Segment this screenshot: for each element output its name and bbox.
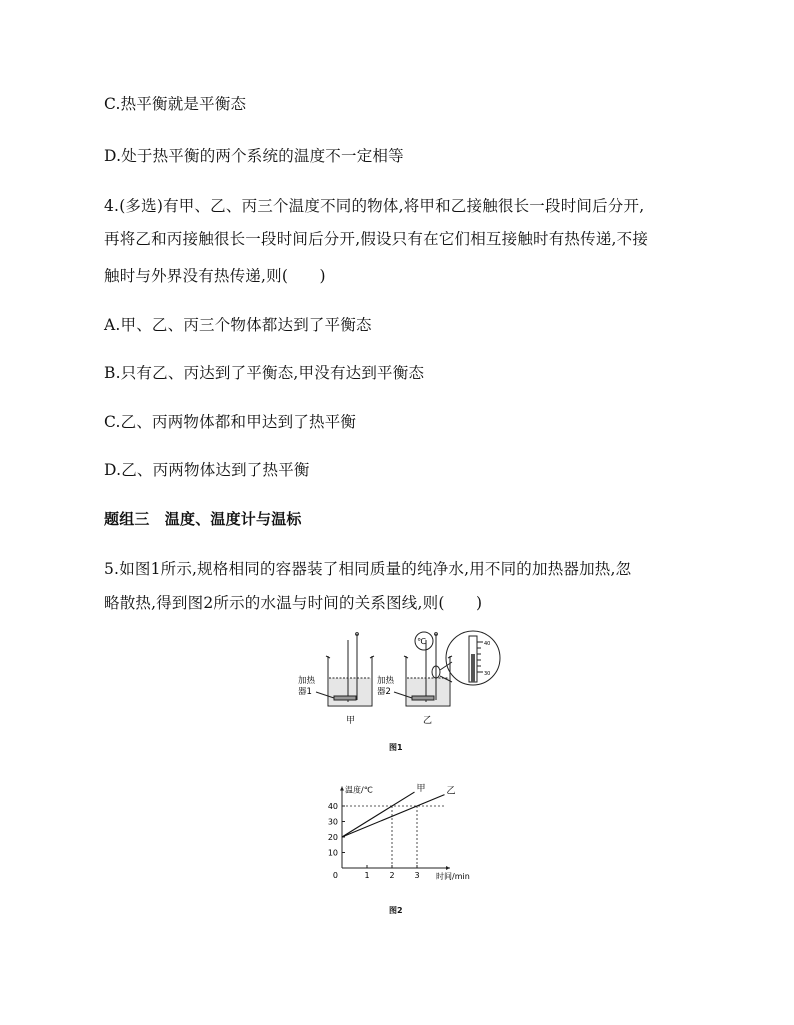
x-axis-label: 时间/min	[436, 872, 470, 881]
section-heading: 题组三 温度、温度计与温标	[104, 510, 302, 528]
heater1-label-b: 器1	[298, 687, 312, 697]
q5-stem-line2: 略散热,得到图2所示的水温与时间的关系图线,则( )	[104, 594, 483, 612]
x-tick-label: 1	[364, 871, 370, 880]
y-tick-label: 10	[327, 848, 338, 858]
heater2-label-b: 器2	[377, 687, 391, 697]
beaker-2	[404, 632, 452, 706]
figure-2-caption: 图2	[389, 906, 403, 915]
series-line-1	[342, 792, 415, 837]
q4-stem-line3: 触时与外界没有热传递,则( )	[104, 267, 326, 285]
beaker1-label: 甲	[346, 716, 356, 726]
figure-2-chart	[318, 772, 478, 887]
x-tick-label: 3	[414, 871, 420, 880]
x-axis-arrow	[446, 866, 450, 870]
y-tick-label: 20	[327, 833, 338, 842]
q4-option-b: B.只有乙、丙达到了平衡态,甲没有达到平衡态	[104, 364, 425, 382]
heater2-label-a: 加热	[377, 676, 395, 686]
series-label-1: 甲	[416, 784, 426, 795]
q5-stem-line1: 5.如图1所示,规格相同的容器装了相同质量的纯净水,用不同的加热器加热,忽	[104, 560, 632, 578]
figure-1-beakers	[290, 628, 510, 730]
q4-option-d: D.乙、丙两物体达到了热平衡	[104, 461, 310, 479]
scale-bottom: 30	[484, 671, 491, 677]
figure-1-caption: 图1	[389, 743, 403, 752]
series-label-2: 乙	[446, 786, 456, 797]
y-axis-label: 温度/℃	[345, 785, 373, 795]
series-line-2	[342, 795, 445, 837]
option-c-q3: C.热平衡就是平衡态	[104, 95, 247, 113]
q4-option-c: C.乙、丙两物体都和甲达到了热平衡	[104, 413, 357, 431]
beaker2-label: 乙	[423, 716, 433, 726]
beaker-1	[326, 633, 374, 706]
thermometer-unit: ℃	[417, 637, 426, 646]
origin-label: 0	[332, 871, 338, 880]
q4-stem-line2: 再将乙和丙接触很长一段时间后分开,假设只有在它们相互接触时有热传递,不接	[104, 230, 649, 248]
thermometer-magnifier	[446, 631, 500, 685]
y-axis-arrow	[340, 787, 344, 791]
y-tick-label: 40	[327, 802, 338, 811]
q4-option-a: A.甲、乙、丙三个物体都达到了平衡态	[104, 316, 372, 334]
heater1-label-a: 加热	[298, 676, 316, 686]
scale-top: 40	[484, 641, 491, 647]
x-tick-label: 2	[389, 871, 395, 880]
q4-stem-line1: 4.(多选)有甲、乙、丙三个温度不同的物体,将甲和乙接触很长一段时间后分开,	[104, 197, 645, 215]
option-d-q3: D.处于热平衡的两个系统的温度不一定相等	[104, 147, 404, 165]
y-tick-label: 30	[327, 817, 338, 827]
